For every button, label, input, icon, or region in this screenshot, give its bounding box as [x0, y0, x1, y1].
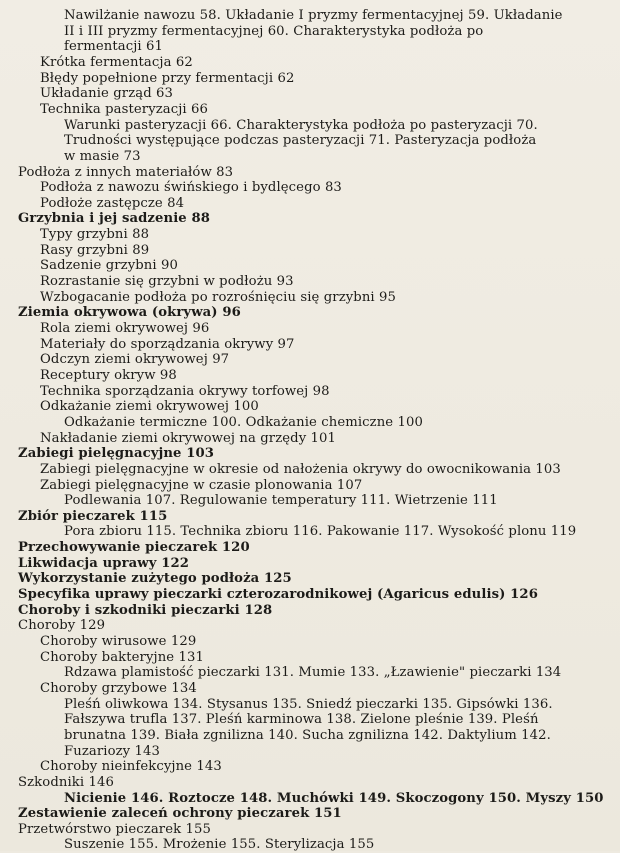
toc-entry: Nicienie 146. Roztocze 148. Muchówki 149. Skoczogony 150. Myszy 150 — [64, 790, 604, 806]
toc-entry: II i III pryzmy fermentacyjnej 60. Charakterystyka podłoża po — [64, 23, 484, 39]
toc-entry: Sadzenie grzybni 90 — [40, 258, 178, 274]
toc-entry: Zestawienie zaleceń ochrony pieczarek 151 — [18, 806, 342, 822]
toc-entry: Pleśń oliwkowa 134. Stysanus 135. Sniedź pieczarki 135. Gipsówki 136. — [64, 696, 553, 712]
toc-entry: Nakładanie ziemi okrywowej na grzędy 101 — [40, 430, 337, 446]
toc-entry: Krótka fermentacja 62 — [40, 54, 193, 70]
toc-entry: Receptury okryw 98 — [40, 367, 177, 383]
toc-entry: Podlewania 107. Regulowanie temperatury 111. Wietrzenie 111 — [64, 493, 498, 509]
toc-entry: Nawilżanie nawozu 58. Układanie I pryzmy fermentacyjnej 59. Układanie — [64, 8, 563, 23]
toc-entry: w masie 73 — [64, 148, 141, 164]
toc-entry: Podłoże zastępcze 84 — [40, 195, 185, 211]
toc-entry: Wzbogacanie podłoża po rozrośnięciu się grzybni 95 — [40, 289, 397, 305]
toc-entry: Fałszywa trufla 137. Pleśń karminowa 138. Zielone pleśnie 139. Pleśń — [64, 712, 539, 728]
toc-entry: Układanie grząd 63 — [40, 86, 174, 102]
toc-entry: Odkażanie termiczne 100. Odkażanie chemiczne 100 — [64, 414, 423, 430]
toc-entry: Przetwórstwo pieczarek 155 — [18, 821, 211, 837]
toc-entry: Warunki pasteryzacji 66. Charakterystyka podłoża po pasteryzacji 70. — [64, 117, 538, 133]
toc-entry: Szkodniki 146 — [18, 774, 114, 790]
toc-entry: Trudności występujące podczas pasteryzacji 71. Pasteryzacja podłoża — [64, 133, 537, 149]
toc-entry: Specyfika uprawy pieczarki czterozarodnikowej (Agaricus edulis) 126 — [18, 587, 538, 603]
toc-entry: Choroby i szkodniki pieczarki 128 — [18, 602, 273, 618]
toc-entry: Odkażanie ziemi okrywowej 100 — [40, 399, 259, 415]
toc-entry: Podłoża z innych materiałów 83 — [18, 164, 234, 180]
toc-entry: Zbiór pieczarek 115 — [18, 508, 168, 524]
toc-entry: Technika sporządzania okrywy torfowej 98 — [40, 383, 330, 399]
toc-entry: Zabiegi pielęgnacyjne w okresie od nałożenia okrywy do owocnikowania 103 — [40, 461, 561, 477]
toc-entry: Przechowywanie pieczarek 120 — [18, 540, 250, 556]
toc-entry: brunatna 139. Biała zgnilizna 140. Sucha zgnilizna 142. Daktylium 142. — [64, 727, 551, 743]
toc-entry: Rola ziemi okrywowej 96 — [40, 321, 210, 336]
toc-entry: Likwidacja uprawy 122 — [18, 555, 190, 571]
toc-entry: Odczyn ziemi okrywowej 97 — [40, 352, 230, 368]
toc-entry: Materiały do sporządzania okrywy 97 — [40, 336, 295, 352]
toc-entry: Zabiegi pielęgnacyjne 103 — [18, 446, 215, 462]
toc-entry: Pora zbioru 115. Technika zbioru 116. Pakowanie 117. Wysokość plonu 119 — [64, 524, 577, 540]
toc-entry: Choroby nieinfekcyjne 143 — [40, 759, 222, 775]
toc-entry: Błędy popełnione przy fermentacji 62 — [40, 70, 295, 86]
toc-entry: Choroby grzybowe 134 — [40, 680, 197, 696]
toc-entry: Podłoża z nawozu świńskiego i bydlęcego 83 — [40, 180, 342, 196]
toc-entry: Choroby bakteryjne 131 — [40, 649, 204, 665]
toc-entry: Rasy grzybni 89 — [40, 242, 150, 258]
toc-entry: Grzybnia i jej sadzenie 88 — [18, 211, 211, 227]
toc-entry: Rdzawa plamistość pieczarki 131. Mumie 133. „Łzawienie" pieczarki 134 — [64, 665, 562, 681]
toc-entry: Rozrastanie się grzybni w podłożu 93 — [40, 274, 294, 290]
toc-entry: Zabiegi pielęgnacyjne w czasie plonowania 107 — [40, 477, 363, 493]
toc-entry: Typy grzybni 88 — [40, 227, 150, 243]
toc-entry: Suszenie 155. Mrożenie 155. Sterylizacja 155 — [64, 837, 375, 853]
toc-entry: Fuzariozy 143 — [64, 743, 160, 759]
toc-entry: Wykorzystanie zużytego podłoża 125 — [18, 571, 292, 587]
toc-entry: Ziemia okrywowa (okrywa) 96 — [18, 305, 241, 321]
toc-entry: Technika pasteryzacji 66 — [40, 101, 209, 117]
toc-entry: fermentacji 61 — [64, 39, 164, 55]
toc-entry: Choroby 129 — [18, 618, 106, 634]
toc-entry: Choroby wirusowe 129 — [40, 634, 197, 649]
